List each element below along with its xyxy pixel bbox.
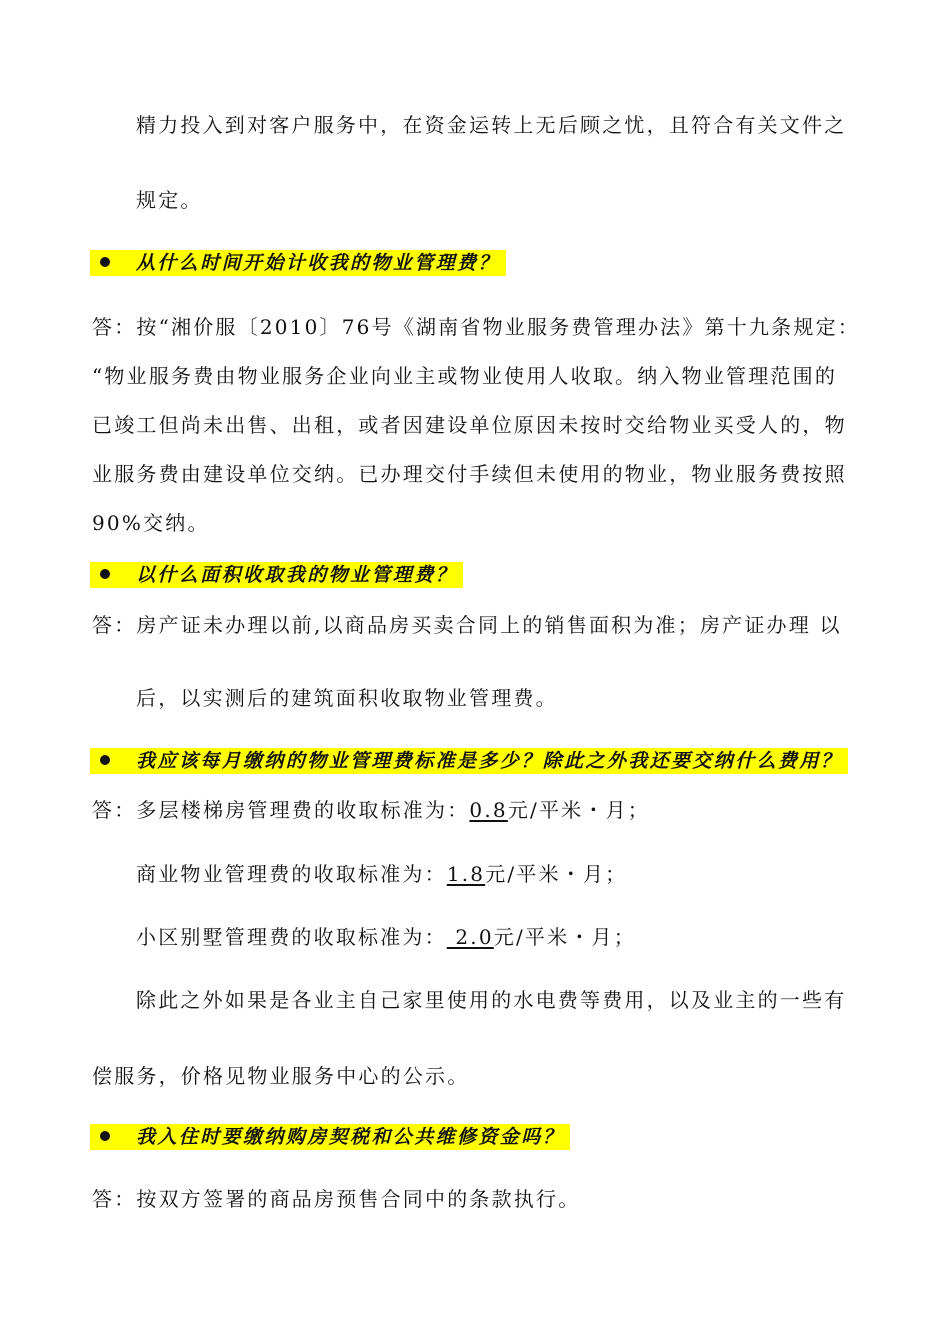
fee-value: 1.8 (446, 862, 486, 886)
heading-text: 我应该每月缴纳的物业管理费标准是多少？除此之外我还要交纳什么费用？ (136, 750, 843, 772)
faq-heading-move-in-taxes (90, 1124, 570, 1150)
fee-value: 0.8 (469, 798, 508, 822)
text-line: “物业服务费由物业服务企业向业主或物业使用人收取。纳入物业管理范围的 (92, 364, 838, 388)
text-line: 答：按双方签署的商品房预售合同中的条款执行。 (92, 1187, 581, 1211)
bullet-icon (100, 569, 110, 579)
heading-text: 以什么面积收取我的物业管理费？ (136, 564, 458, 586)
bullet-icon (100, 1131, 110, 1141)
fee-unit: 元/平米・月； (507, 798, 650, 822)
text-line: 后，以实测后的建筑面积收取物业管理费。 (136, 686, 558, 710)
fee-label: 答：多层楼梯房管理费的收取标准为： (92, 798, 470, 822)
text-line: 已竣工但尚未出售、出租，或者因建设单位原因未按时交给物业买受人的，物 (92, 413, 847, 437)
fee-label: 商业物业管理费的收取标准为： (136, 862, 447, 886)
fee-value: 2.0 (446, 925, 494, 949)
text-line: 偿服务，价格见物业服务中心的公示。 (92, 1064, 470, 1088)
text-line: 答：房产证未办理以前,以商品房买卖合同上的销售面积为准；房产证办理 以 (92, 613, 842, 637)
faq-heading-billing-start (90, 250, 506, 276)
fee-unit: 元/平米・月； (493, 925, 636, 949)
fee-line-multistorey (92, 796, 650, 824)
faq-heading-monthly-fee (90, 748, 848, 774)
text-line: 90%交纳。 (92, 511, 210, 535)
fee-label: 小区别墅管理费的收取标准为： (136, 925, 447, 949)
text-line: 规定。 (136, 188, 203, 212)
fee-line-villa (136, 923, 636, 951)
text-line: 答：按“湘价服〔2010〕76号《湖南省物业服务费管理办法》第十九条规定： (92, 315, 860, 339)
text-line: 除此之外如果是各业主自己家里使用的水电费等费用，以及业主的一些有 (136, 988, 847, 1012)
faq-heading-billing-area (90, 562, 463, 588)
heading-text: 我入住时要缴纳购房契税和公共维修资金吗？ (136, 1126, 565, 1148)
text-line: 业服务费由建设单位交纳。已办理交付手续但未使用的物业，物业服务费按照 (92, 462, 847, 486)
text-line: 精力投入到对客户服务中，在资金运转上无后顾之忧，且符合有关文件之 (136, 113, 847, 137)
fee-unit: 元/平米・月； (485, 862, 628, 886)
bullet-icon (100, 755, 110, 765)
heading-text: 从什么时间开始计收我的物业管理费？ (136, 252, 500, 274)
fee-line-commercial (136, 860, 627, 888)
bullet-icon (100, 257, 110, 267)
